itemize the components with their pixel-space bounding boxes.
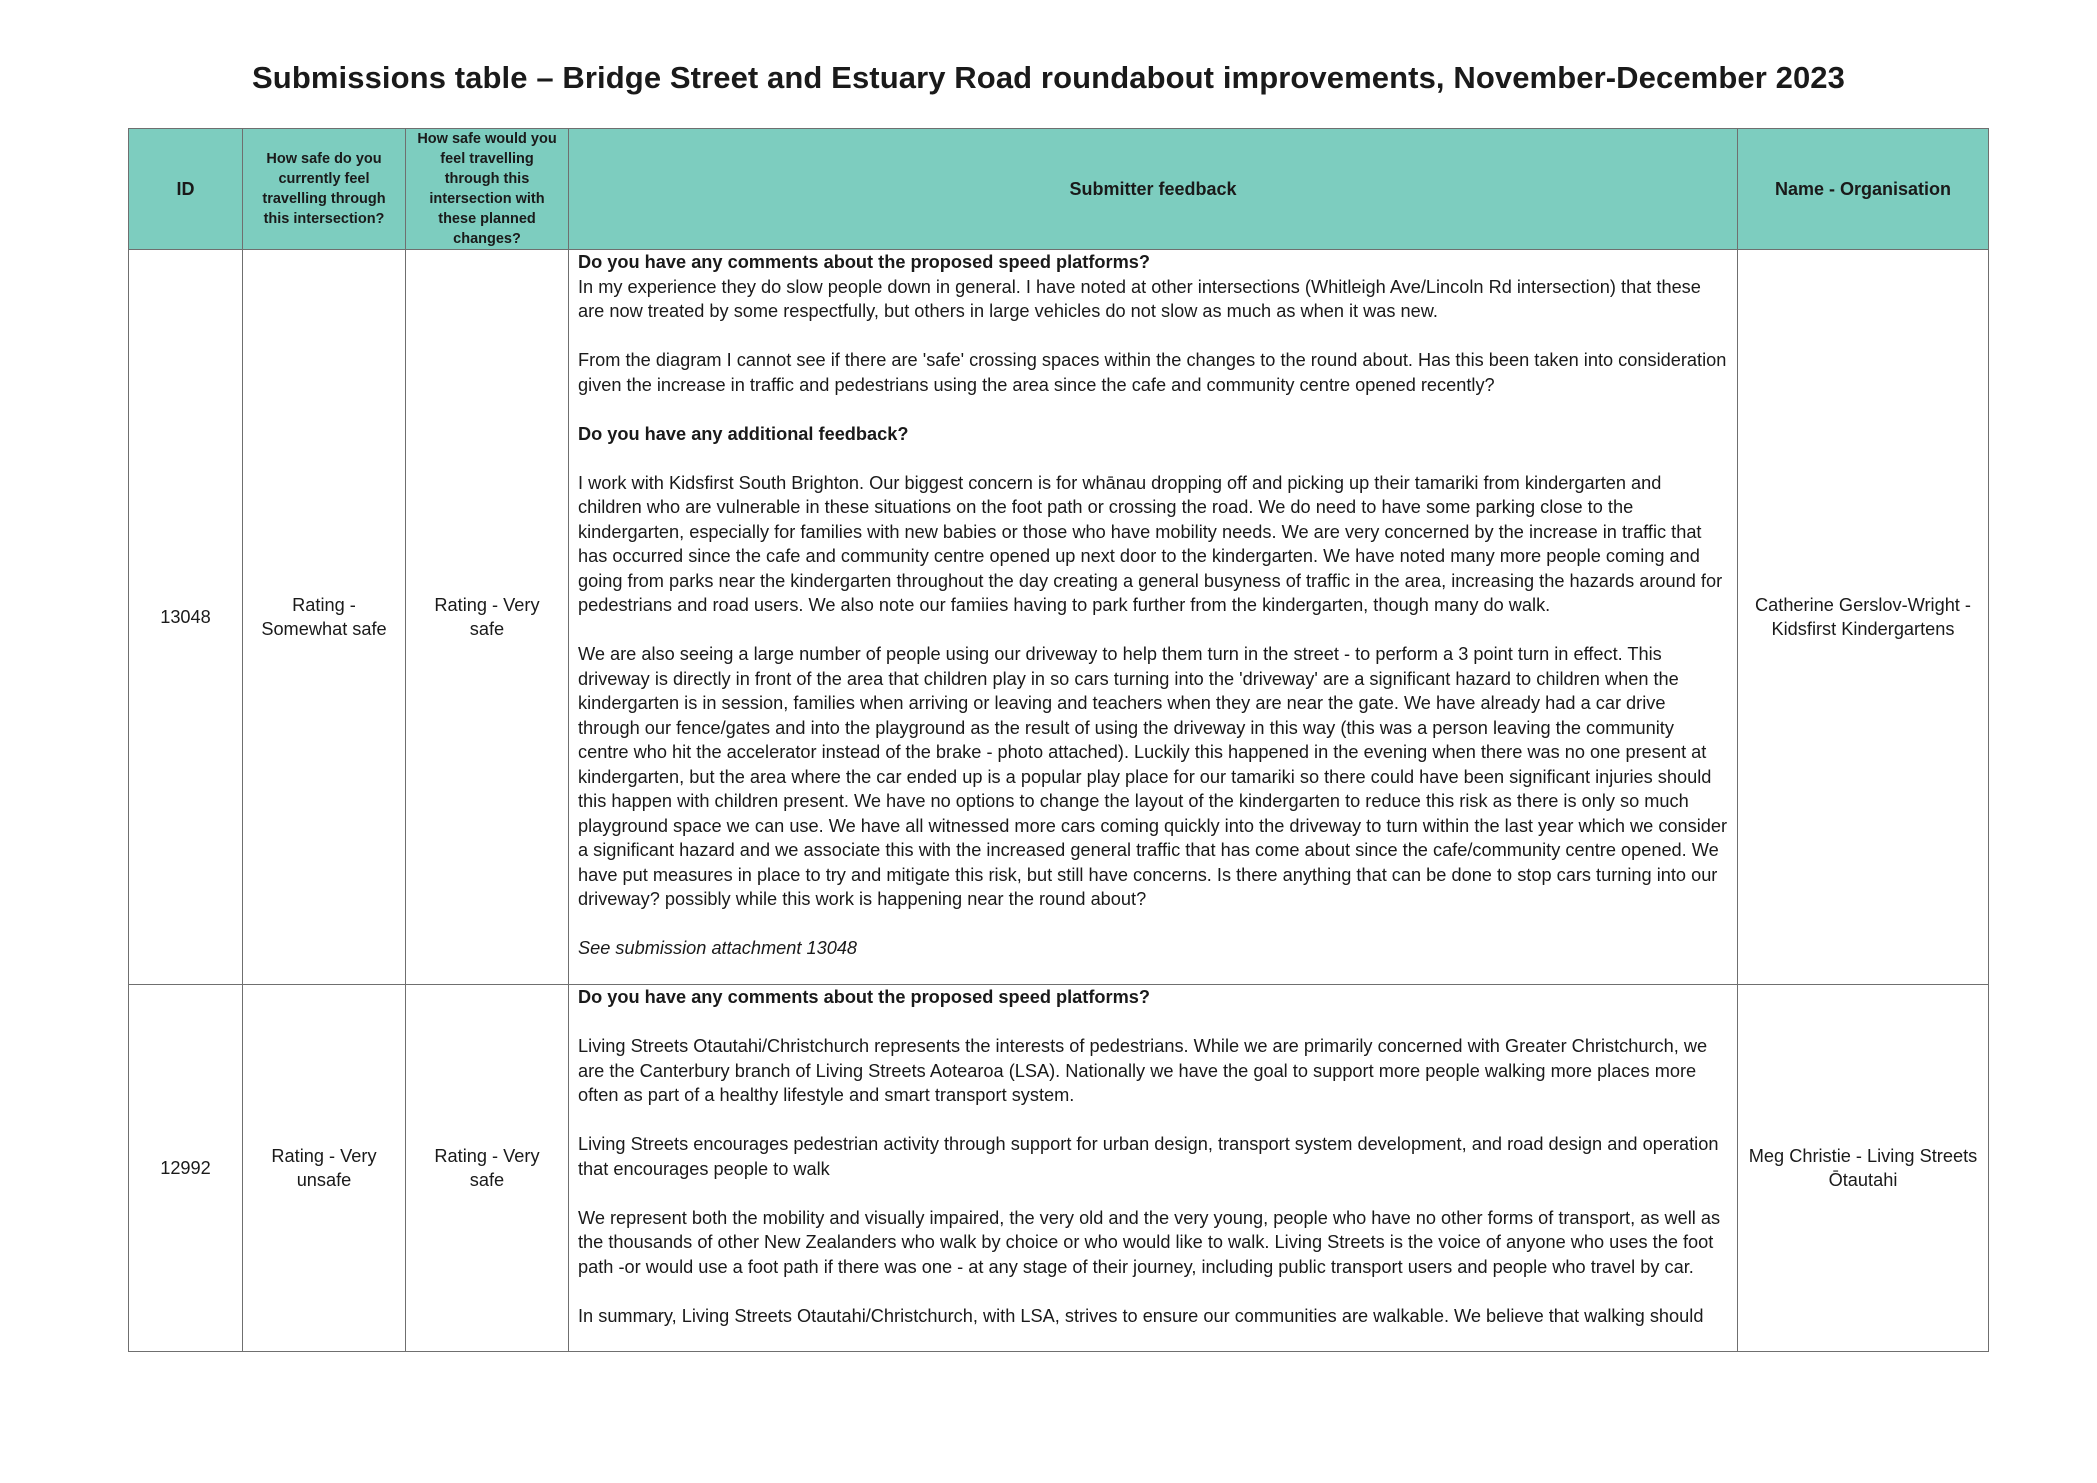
cell-feedback: [569, 985, 1738, 1352]
cell-feedback: [569, 250, 1738, 985]
table-row: [129, 985, 1989, 1352]
table-row: [129, 250, 1989, 985]
header-id: ID: [129, 129, 243, 250]
feedback-paragraph: I work with Kidsfirst South Brighton. Our biggest concern is for whānau dropping off and picking up their tamariki from kindergarten and children who are vulnerable in these situations on the foot path or crossing the road. We do need to have some parking close to the kindergarten, especially for families with new babies or those who have mobility needs. We are very concerned by the increase in traffic that has occurred since the cafe and community centre opened up next door to the kindergarten. We have noted many more people coming and going from parks near the kindergarten throughout the day creating a general busyness of traffic in the area, increasing the hazards around for pedestrians and road users. We also note our famiies having to park further from the kindergarten, though many do walk.: [578, 472, 1723, 615]
header-current-safety: How safe do you currently feel travelling through this intersection?: [243, 129, 406, 250]
cell-current-safety: Rating - Very unsafe: [243, 985, 406, 1352]
cell-planned-safety: Rating - Very safe: [406, 985, 569, 1352]
feedback-paragraph: From the diagram I cannot see if there are 'safe' crossing spaces within the changes to the round about. Has this been taken into consideration given the increase in traffic and pedestrians using the area since the cafe and community centre opened recently?: [578, 350, 1727, 395]
feedback-question: Do you have any comments about the proposed speed platforms?: [578, 252, 1150, 272]
feedback-question: Do you have any additional feedback?: [578, 423, 909, 444]
cell-planned-safety: Rating - Very safe: [406, 250, 569, 985]
feedback-question: Do you have any comments about the proposed speed platforms?: [578, 987, 1150, 1007]
feedback-paragraph: In my experience they do slow people down in general. I have noted at other intersections (Whitleigh Ave/Lincoln Rd intersection) that these are now treated by some respectfully, but others in large vehicles do not slow as much as when it was new.: [578, 276, 1701, 321]
header-row: [129, 129, 1989, 250]
feedback-paragraph: Living Streets Otautahi/Christchurch represents the interests of pedestrians. While we are primarily concerned with Greater Christchurch, we are the Canterbury branch of Living Streets Aotearoa (LSA). Nationally we have the goal to support more people walking more places more often as part of a healthy lifestyle and smart transport system.: [578, 1036, 1708, 1105]
header-name-organisation: Name - Organisation: [1738, 129, 1989, 250]
feedback-paragraph: In summary, Living Streets Otautahi/Christchurch, with LSA, strives to ensure our communities are walkable. We believe that walking should: [578, 1305, 1704, 1326]
feedback-paragraph: Living Streets encourages pedestrian activity through support for urban design, transport system development, and road design and operation that encourages people to walk: [578, 1134, 1719, 1179]
page-title: Submissions table – Bridge Street and Estuary Road roundabout improvements, November-December 2023: [252, 60, 1845, 95]
submissions-table: [128, 128, 1989, 1352]
feedback-paragraph: We represent both the mobility and visually impaired, the very old and the very young, people who have no other forms of transport, as well as the thousands of other New Zealanders who walk by choice or who would like to walk. Living Streets is the voice of anyone who uses the foot path -or would use a foot path if there was one - at any stage of their journey, including public transport users and people who travel by car.: [578, 1207, 1721, 1277]
cell-id: 12992: [129, 985, 243, 1352]
feedback-paragraph: We are also seeing a large number of people using our driveway to help them turn in the street - to perform a 3 point turn in effect. This driveway is directly in front of the area that children play in so cars turning into the 'driveway' are a significant hazard to children when the kindergarten is in session, families when arriving or leaving and teachers when they are near the gate. We have already had a car drive through our fence/gates and into the playground as the result of using the driveway in this way (this was a person leaving the community centre who hit the accelerator instead of the brake - photo attached). Luckily this happened in the evening when there was no one present at kindergarten, but the area where the car ended up is a popular play place for our tamariki so there could have been significant injuries should this happen with children present. We have no options to change the layout of the kindergarten to reduce this risk as there is only so much playground space we can use. We have all witnessed more cars coming quickly into the driveway to turn within the last year which we consider a significant hazard and we associate this with the increased general traffic that has come about since the cafe/community centre opened. We have put measures in place to try and mitigate this risk, but still have concerns. Is there anything that can be done to stop cars turning into our driveway? possibly while this work is happening near the round about?: [578, 644, 1728, 909]
header-feedback: Submitter feedback: [569, 129, 1738, 250]
header-planned-safety: How safe would you feel travelling through this intersection with these planned changes?: [406, 129, 569, 250]
attachment-note: See submission attachment 13048: [578, 938, 858, 958]
cell-name-organisation: Catherine Gerslov-Wright - Kidsfirst Kindergartens: [1738, 250, 1989, 985]
feedback-content: [578, 985, 1729, 1347]
cell-current-safety: Rating - Somewhat safe: [243, 250, 406, 985]
cell-name-organisation: Meg Christie - Living Streets Ōtautahi: [1738, 985, 1989, 1352]
cell-id: 13048: [129, 250, 243, 985]
